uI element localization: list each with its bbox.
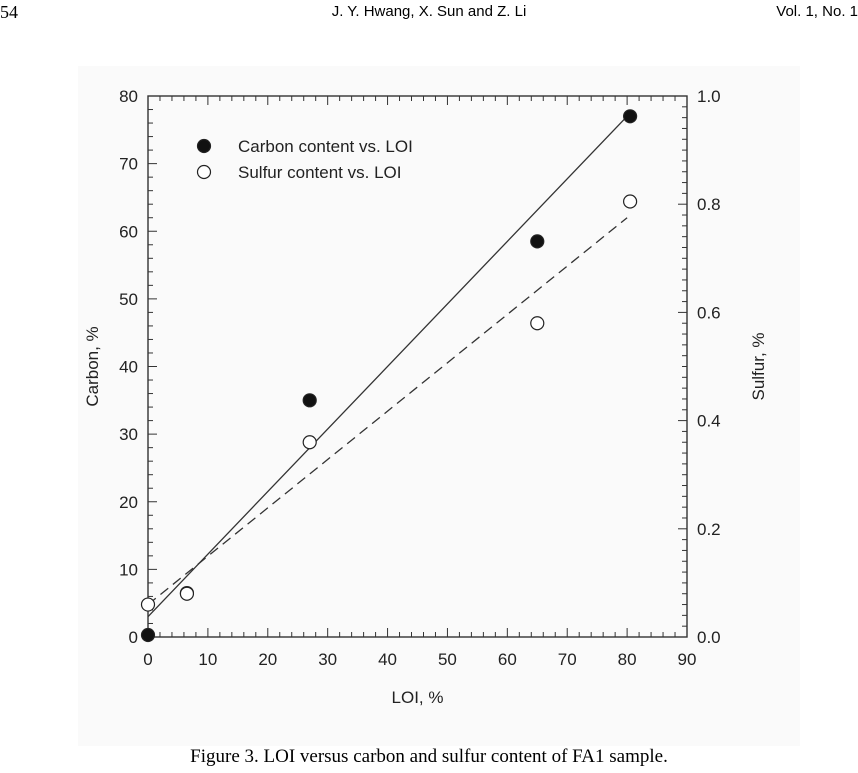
carbon-point bbox=[142, 628, 155, 641]
legend-marker-carbon bbox=[198, 140, 211, 153]
sulfur-point bbox=[303, 436, 316, 449]
y-left-tick-label: 10 bbox=[119, 560, 138, 580]
y-left-tick-label: 30 bbox=[119, 425, 138, 445]
y-left-tick-label: 40 bbox=[119, 357, 138, 377]
legend-label-sulfur: Sulfur content vs. LOI bbox=[238, 163, 402, 182]
y-right-axis-title: Sulfur, % bbox=[749, 332, 768, 401]
y-right-tick-label: 0.2 bbox=[697, 519, 721, 539]
x-tick-label: 10 bbox=[198, 650, 218, 669]
y-left-tick-label: 80 bbox=[119, 87, 138, 106]
figure-panel bbox=[78, 66, 800, 746]
sulfur-point bbox=[142, 598, 155, 611]
y-right-tick-label: 0.8 bbox=[697, 195, 721, 215]
x-axis-title: LOI, % bbox=[391, 688, 444, 707]
x-tick-label: 50 bbox=[437, 650, 457, 669]
carbon-point bbox=[624, 110, 637, 123]
carbon-point bbox=[531, 235, 544, 248]
running-header-volume: Vol. 1, No. 1 bbox=[776, 3, 858, 20]
y-left-tick-label: 20 bbox=[119, 492, 138, 512]
y-right-tick-label: 0.4 bbox=[697, 411, 721, 431]
y-left-tick-label: 50 bbox=[119, 289, 138, 309]
x-tick-label: 90 bbox=[677, 650, 697, 669]
x-tick-label: 70 bbox=[557, 650, 577, 669]
carbon-fit-line bbox=[148, 116, 627, 616]
x-tick-label: 0 bbox=[143, 650, 153, 669]
loi-chart bbox=[78, 66, 800, 746]
carbon-point bbox=[303, 394, 316, 407]
x-tick-label: 30 bbox=[318, 650, 338, 669]
page-number: 54 bbox=[0, 2, 18, 22]
y-right-tick-label: 1.0 bbox=[697, 87, 721, 106]
sulfur-point bbox=[180, 587, 193, 600]
sulfur-point bbox=[531, 317, 544, 330]
sulfur-point bbox=[624, 195, 637, 208]
legend-marker-sulfur bbox=[198, 166, 211, 179]
legend-label-carbon: Carbon content vs. LOI bbox=[238, 137, 413, 156]
figure-caption: Figure 3. LOI versus carbon and sulfur content of FA1 sample. bbox=[190, 746, 668, 767]
y-left-tick-label: 0 bbox=[128, 628, 138, 647]
y-left-axis-title: Carbon, % bbox=[83, 326, 102, 407]
y-left-tick-label: 60 bbox=[119, 222, 138, 242]
x-tick-label: 60 bbox=[497, 650, 517, 669]
sulfur-fit-line bbox=[148, 218, 627, 605]
y-left-tick-label: 70 bbox=[119, 154, 138, 174]
x-tick-label: 20 bbox=[258, 650, 278, 669]
y-right-tick-label: 0.0 bbox=[697, 628, 721, 647]
running-header-authors: J. Y. Hwang, X. Sun and Z. Li bbox=[331, 3, 527, 20]
plot-frame bbox=[148, 96, 687, 637]
x-tick-label: 40 bbox=[378, 650, 398, 669]
x-tick-label: 80 bbox=[617, 650, 637, 669]
y-right-tick-label: 0.6 bbox=[697, 303, 721, 323]
